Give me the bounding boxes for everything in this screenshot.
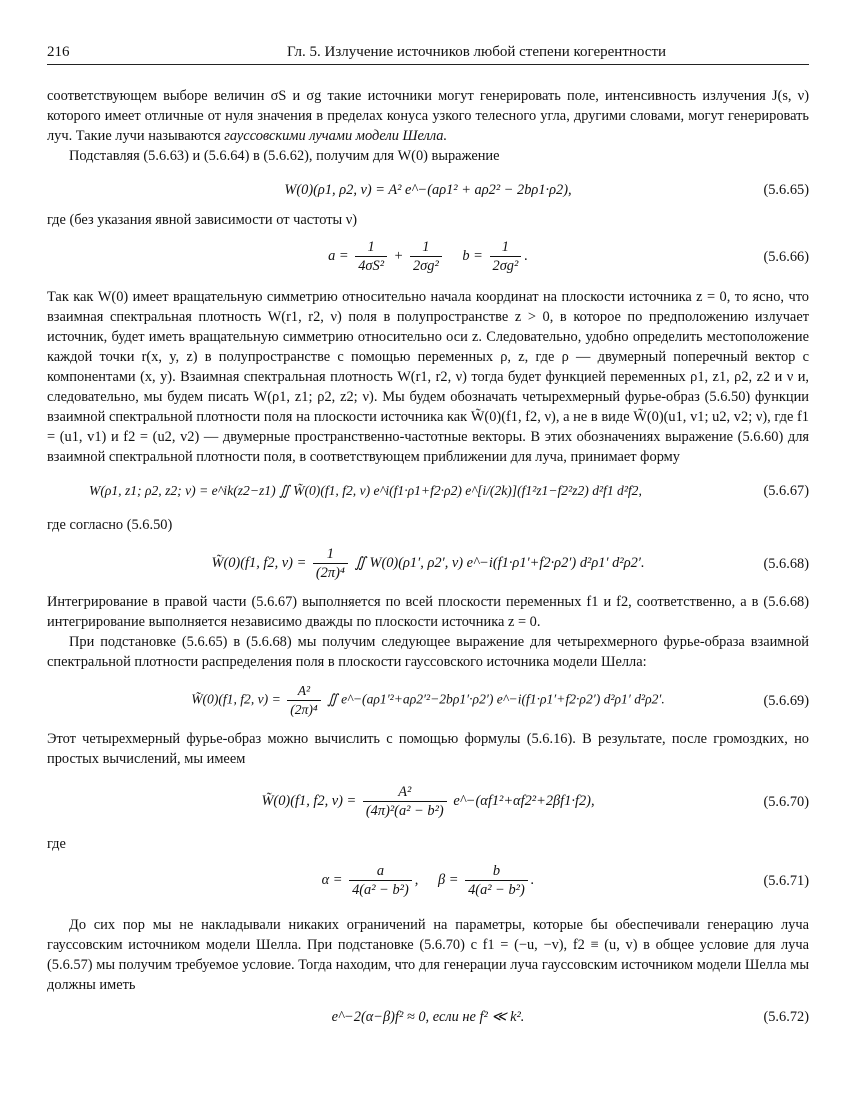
eq71-alpha-lhs: α = [321,871,343,888]
paragraph-1-text: соответствующем выборе величин σS и σg такие источники могут генерировать поле, интенсивность излучения J(s, ν) которого имеет отличные от нуля значения в пределах конуса узкого телесного угла, другими словами, могут генерировать луч. Такие лучи называются [47,88,809,144]
eq69-frac: $\frac{\text{A²}}{\text{(2π)⁴}}$ [287,682,320,719]
eq71-beta-frac: $\frac{b}{\text{4(a² − b²)}}$ [465,862,528,899]
paragraph-1 [47,86,809,146]
header-rule [47,64,809,65]
eq66-a-frac2: $\frac{1}{\text{2σg²}}$ [410,238,442,275]
equation-5-6-71: α = $\frac{a}{\text{4(a² − b²)}}$ , β = $\frac{b}{\text{4(a² − b²)}}$ . (5.6.71) [321,863,809,898]
paragraph-8: Этот четырехмерный фурье-образ можно вычислить с помощью формулы (5.6.16). В результате, после громоздких, но простых вычислений, мы имеем [47,731,809,767]
eq66-a-lhs: a = [328,247,349,264]
eq71-alpha-frac: $\frac{a}{\text{4(a² − b²)}}$ [349,862,412,899]
paragraph-3: где (без указания явной зависимости от частоты ν) [47,212,358,228]
paragraph-10: До сих пор мы не накладывали никаких ограничений на параметры, которые бы обеспечивали генерацию луча гауссовским источником модели Шелла. При подстановке (5.6.70) с f1 = (−u, −v), f2 ≡ (u, v) в общее условие для луча (5.6.57) мы получим требуемое условие. Тогда находим, что для генерации луча гауссовским источником модели Шелла мы должны иметь [47,917,809,993]
eq66-a-frac1: $\frac{1}{\text{4σS²}}$ [355,238,387,275]
equation-number: (5.6.66) [763,248,809,265]
equation-5-6-69 [47,682,809,719]
paragraph-9: где [47,836,66,852]
eq70-lhs: W̃(0)(f1, f2, ν) = [261,792,357,809]
eq70-rhs: e^−(αf1²+αf2²+2βf1·f2), [453,792,595,809]
chapter-title: Гл. 5. Излучение источников любой степени когерентности [287,44,667,60]
paragraph-2: Подставляя (5.6.63) и (5.6.64) в (5.6.62), получим для W(0) выражение [69,148,500,164]
eq70-frac: $\frac{\text{A²}}{\text{(4π)²(a² − b²)}}$ [363,783,447,820]
equation-5-6-72 [47,1007,809,1027]
page-body [47,86,809,1027]
equation-number: (5.6.70) [763,793,809,810]
equation-number: (5.6.72) [763,1009,809,1025]
equation-5-6-65 [47,180,809,200]
equation-5-6-68 [47,545,809,582]
eq66-b-frac: $\frac{1}{\text{2σg²}}$ [490,238,522,275]
equation-5-6-70 [47,783,809,820]
paragraph-1-emphasis: гауссовскими лучами модели Шелла. [224,128,448,144]
eq68-lhs: W̃(0)(f1, f2, ν) = [211,554,307,571]
equation-number: (5.6.69) [763,692,809,709]
running-header [47,44,809,66]
paragraph-4: Так как W(0) имеет вращательную симметрию относительно начала координат на плоскости источника z = 0, то ясно, что взаимная спектральная плотность W(r1, r2, ν) поля в полупространстве z > 0, в которое по предположению излучает источник, будет иметь вращательную симметрию относительно оси z. Следовательно, удобно определить местоположение каждой точки r(x, y, z) в полупространстве с помощью переменных ρ, z, где ρ — двумерный поперечный вектор с компонентами (x, y). Взаимная спектральная плотность W(r1, r2, ν) тогда будет функцией переменных ρ1, z1, ρ2, z2 и ν и, следовательно, мы будем писать W(ρ1, z1; ρ2, z2; ν). Мы будем обозначать четырехмерный фурье-образ (5.6.50) функции взаимной спектральной плотности поля на плоскости источника как W̃(0)(f1, f2, ν), а не в виде W̃(0)(u1, v1; u2, v2; ν), где f1 = (u1, v1) и f2 = (u2, v2) — двумерные пространственно-частотные векторы. В этих обозначениях выражение (5.6.60) для взаимной спектральной плотности поля, в соответствующем приближении для луча, принимает форму [47,289,809,465]
eq68-frac: $\frac{1}{\text{(2π)⁴}}$ [313,545,348,582]
paragraph-6: Интегрирование в правой части (5.6.67) выполняется по всей плоскости переменных f1 и f2, соответственно, а в (5.6.68) интегрирование выполняется независимо дважды по плоскости источника z = 0. [47,594,809,630]
eq68-rhs: ∬ W(0)(ρ1′, ρ2′, ν) e^−i(f1·ρ1′+f2·ρ2′) d²ρ1′ d²ρ2′. [354,554,645,571]
equation-5-6-65-expr: W(0)(ρ1, ρ2, ν) = A² e^−(aρ1² + aρ2² − 2bρ1·ρ2), [284,182,572,198]
equation-number: (5.6.68) [763,555,809,572]
equation-number: (5.6.71) [763,872,809,889]
equation-number: (5.6.67) [763,483,809,499]
equation-5-6-72-expr: e^−2(α−β)f² ≈ 0, если не f² ≪ k². [331,1009,525,1025]
equation-5-6-67-expr: W(ρ1, z1; ρ2, z2; ν) = e^ik(z2−z1) ∬ W̃(0)(f1, f2, ν) e^i(f1·ρ1+f2·ρ2) e^[i/(2k)](f1²z1−f2²z2) d²f1 d²f2, [89,483,642,498]
eq66-b-lhs: b = [462,247,483,264]
equation-5-6-67 [47,481,809,501]
paragraph-7: При подстановке (5.6.65) в (5.6.68) мы получим следующее выражение для четырехмерного фурье-образа взаимной спектральной плотности распределения поля в плоскости гауссовского источника модели Шелла: [47,634,809,670]
equation-number: (5.6.65) [763,182,809,198]
paragraph-5: где согласно (5.6.50) [47,517,173,533]
eq69-lhs: W̃(0)(f1, f2, ν) = [191,691,281,707]
page-number: 216 [47,44,70,60]
eq71-beta-lhs: β = [437,871,459,888]
eq69-rhs: ∬ e^−(aρ1′²+aρ2′²−2bρ1′·ρ2′) e^−i(f1·ρ1′+f2·ρ2′) d²ρ1′ d²ρ2′. [326,691,665,707]
equation-5-6-66: a = $\frac{1}{\text{4σS²}}$ + $\frac{1}{\text{2σg²}}$ b = $\frac{1}{\text{2σg²}}$ . (5.6.66) [328,239,809,274]
